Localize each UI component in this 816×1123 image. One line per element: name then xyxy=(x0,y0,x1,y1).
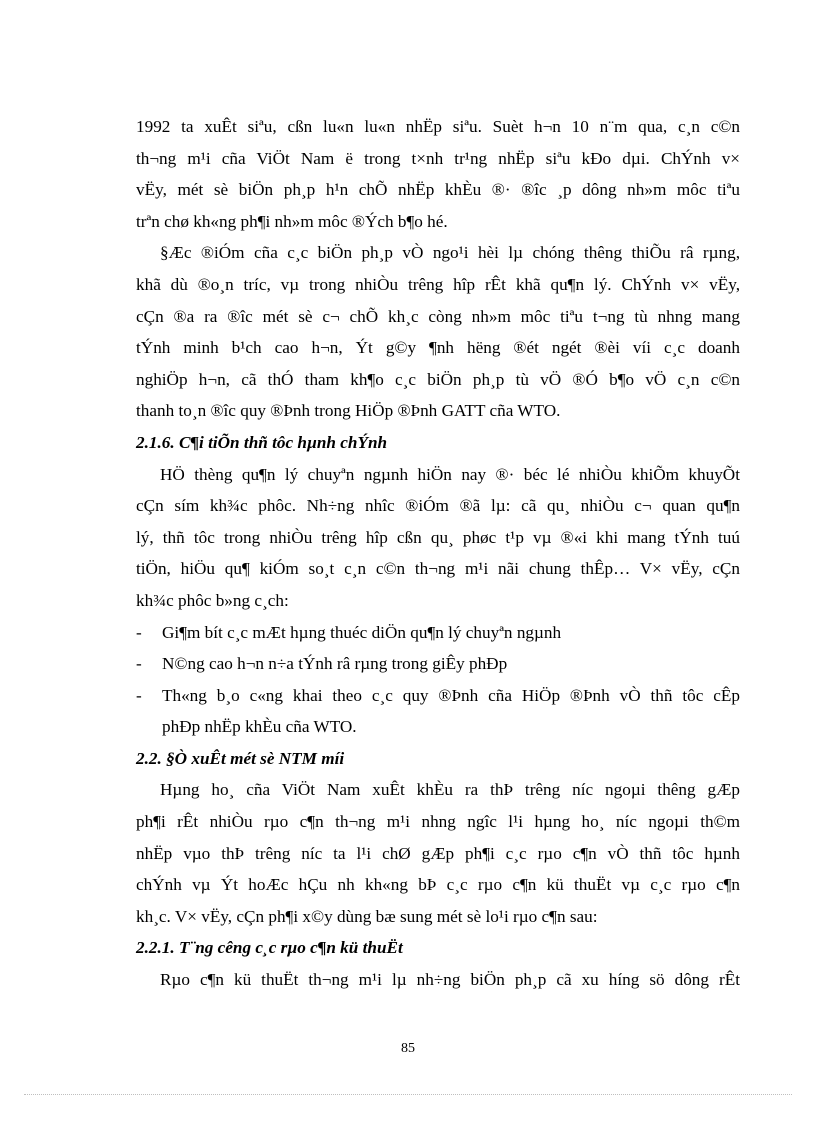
list-dash: - xyxy=(136,622,142,642)
text-line: 1992 ta xuÊt siªu, cßn lu«n lu«n nhËp siªu. Suèt h¬n 10 n¨m qua, c¸n c©n xyxy=(136,117,740,136)
text-line: nghiÖp h¬n, cã thÓ tham kh¶o c¸c biÖn ph¸p tù vÖ ®Ó b¶o vÖ c¸n c©n xyxy=(136,369,740,389)
text-line: cÇn ®a ra ®îc mét sè c¬ chÕ kh¸c còng nh»m môc tiªu t¬ng tù nhng mang xyxy=(136,306,740,326)
section-heading-2-1-6: 2.1.6. C¶i tiÕn thñ tôc hµnh chÝnh xyxy=(136,432,388,452)
list-dash: - xyxy=(136,654,142,674)
body-text xyxy=(136,111,740,996)
text-line: nhËp vµo thÞ trêng níc ta l¹i chØ gÆp ph¶i c¸c rµo c¶n vÒ thñ tôc hµnh xyxy=(136,843,740,863)
text-line: vËy, mét sè biÖn ph¸p h¹n chÕ nhËp khÈu ®· ®îc ¸p dông nh»m môc tiªu xyxy=(136,180,740,200)
section-heading-2-2: 2.2. §Ò xuÊt mét sè NTM míi xyxy=(136,748,345,768)
text-line: lý, thñ tôc trong nhiÒu trêng hîp cßn qu¸ phøc t¹p vµ ®«i khi mang tÝnh tuú xyxy=(136,527,740,547)
text-line: HÖ thèng qu¶n lý chuyªn ngµnh hiÖn nay ®· béc lé nhiÒu khiÕm khuyÕt xyxy=(160,464,740,484)
list-item xyxy=(136,617,740,649)
list-item xyxy=(136,680,740,712)
paragraph-4 xyxy=(136,774,740,932)
bullet-list xyxy=(136,617,740,743)
text-line: tiÖn, hiÖu qu¶ kiÓm so¸t c¸n c©n th¬ng m¹i nãi chung thÊp… V× vËy, cÇn xyxy=(136,559,740,579)
list-item-text: N©ng cao h¬n n÷a tÝnh râ rµng trong giÊy phÐp xyxy=(162,654,508,674)
text-line: kh¾c phôc b»ng c¸ch: xyxy=(136,590,289,610)
text-line: chÝnh vµ Ýt hoÆc hÇu nh kh«ng bÞ c¸c rµo c¶n kü thuËt vµ c¸c rµo c¶n xyxy=(136,875,740,895)
section-heading-2-2-1: 2.2.1. T¨ng cêng c¸c rµo c¶n kü thuËt xyxy=(136,938,403,958)
paragraph-3 xyxy=(136,459,740,617)
text-line: §Æc ®iÓm cña c¸c biÖn ph¸p vÒ ngo¹i hèi lµ chóng thêng thiÕu râ rµng, xyxy=(160,243,740,263)
paragraph-2 xyxy=(136,237,740,427)
text-line: Hµng ho¸ cña ViÖt Nam xuÊt khÈu ra thÞ trêng níc ngoµi thêng gÆp xyxy=(160,780,740,800)
page-number: 85 xyxy=(401,1041,415,1056)
text-line: khã dù ®o¸n tríc, vµ trong nhiÒu trêng hîp rÊt khã qu¶n lý. ChÝnh v× vËy, xyxy=(136,274,740,294)
text-line: cÇn sím kh¾c phôc. Nh÷ng nhîc ®iÓm ®ã lµ: cã qu¸ nhiÒu c¬ quan qu¶n xyxy=(136,496,740,516)
list-item-text: Th«ng b¸o c«ng khai theo c¸c quy ®Þnh cña HiÖp ®Þnh vÒ thñ tôc cÊp xyxy=(162,685,740,705)
list-item-text-continued: phÐp nhËp khÈu cña WTO. xyxy=(162,717,357,737)
text-line: Rµo c¶n kü thuËt th¬ng m¹i lµ nh÷ng biÖn ph¸p cã xu híng sö dông rÊt xyxy=(160,970,740,990)
list-dash: - xyxy=(136,685,142,705)
text-line: trªn chø kh«ng ph¶i nh»m môc ®Ých b¶o hé. xyxy=(136,211,448,231)
paragraph-5 xyxy=(136,964,740,996)
text-line: thanh to¸n ®îc quy ®Þnh trong HiÖp ®Þnh GATT cña WTO. xyxy=(136,401,561,421)
paragraph-1 xyxy=(136,111,740,237)
text-line: kh¸c. V× vËy, cÇn ph¶i x©y dùng bæ sung mét sè lo¹i rµo c¶n sau: xyxy=(136,906,598,926)
text-line: ph¶i rÊt nhiÒu rµo c¶n th¬ng m¹i nhng ngîc l¹i hµng ho¸ níc ngoµi th©m xyxy=(136,812,740,832)
text-line: tÝnh minh b¹ch cao h¬n, Ýt g©y ¶nh hëng ®ét ngét ®èi víi c¸c doanh xyxy=(136,338,740,358)
footer-divider xyxy=(24,1094,792,1095)
text-line: th¬ng m¹i cña ViÖt Nam ë trong t×nh tr¹ng nhËp siªu kÐo dµi. ChÝnh v× xyxy=(136,148,740,168)
list-item-text: Gi¶m bít c¸c mÆt hµng thuéc diÖn qu¶n lý chuyªn ngµnh xyxy=(162,622,562,642)
list-item xyxy=(136,648,740,680)
